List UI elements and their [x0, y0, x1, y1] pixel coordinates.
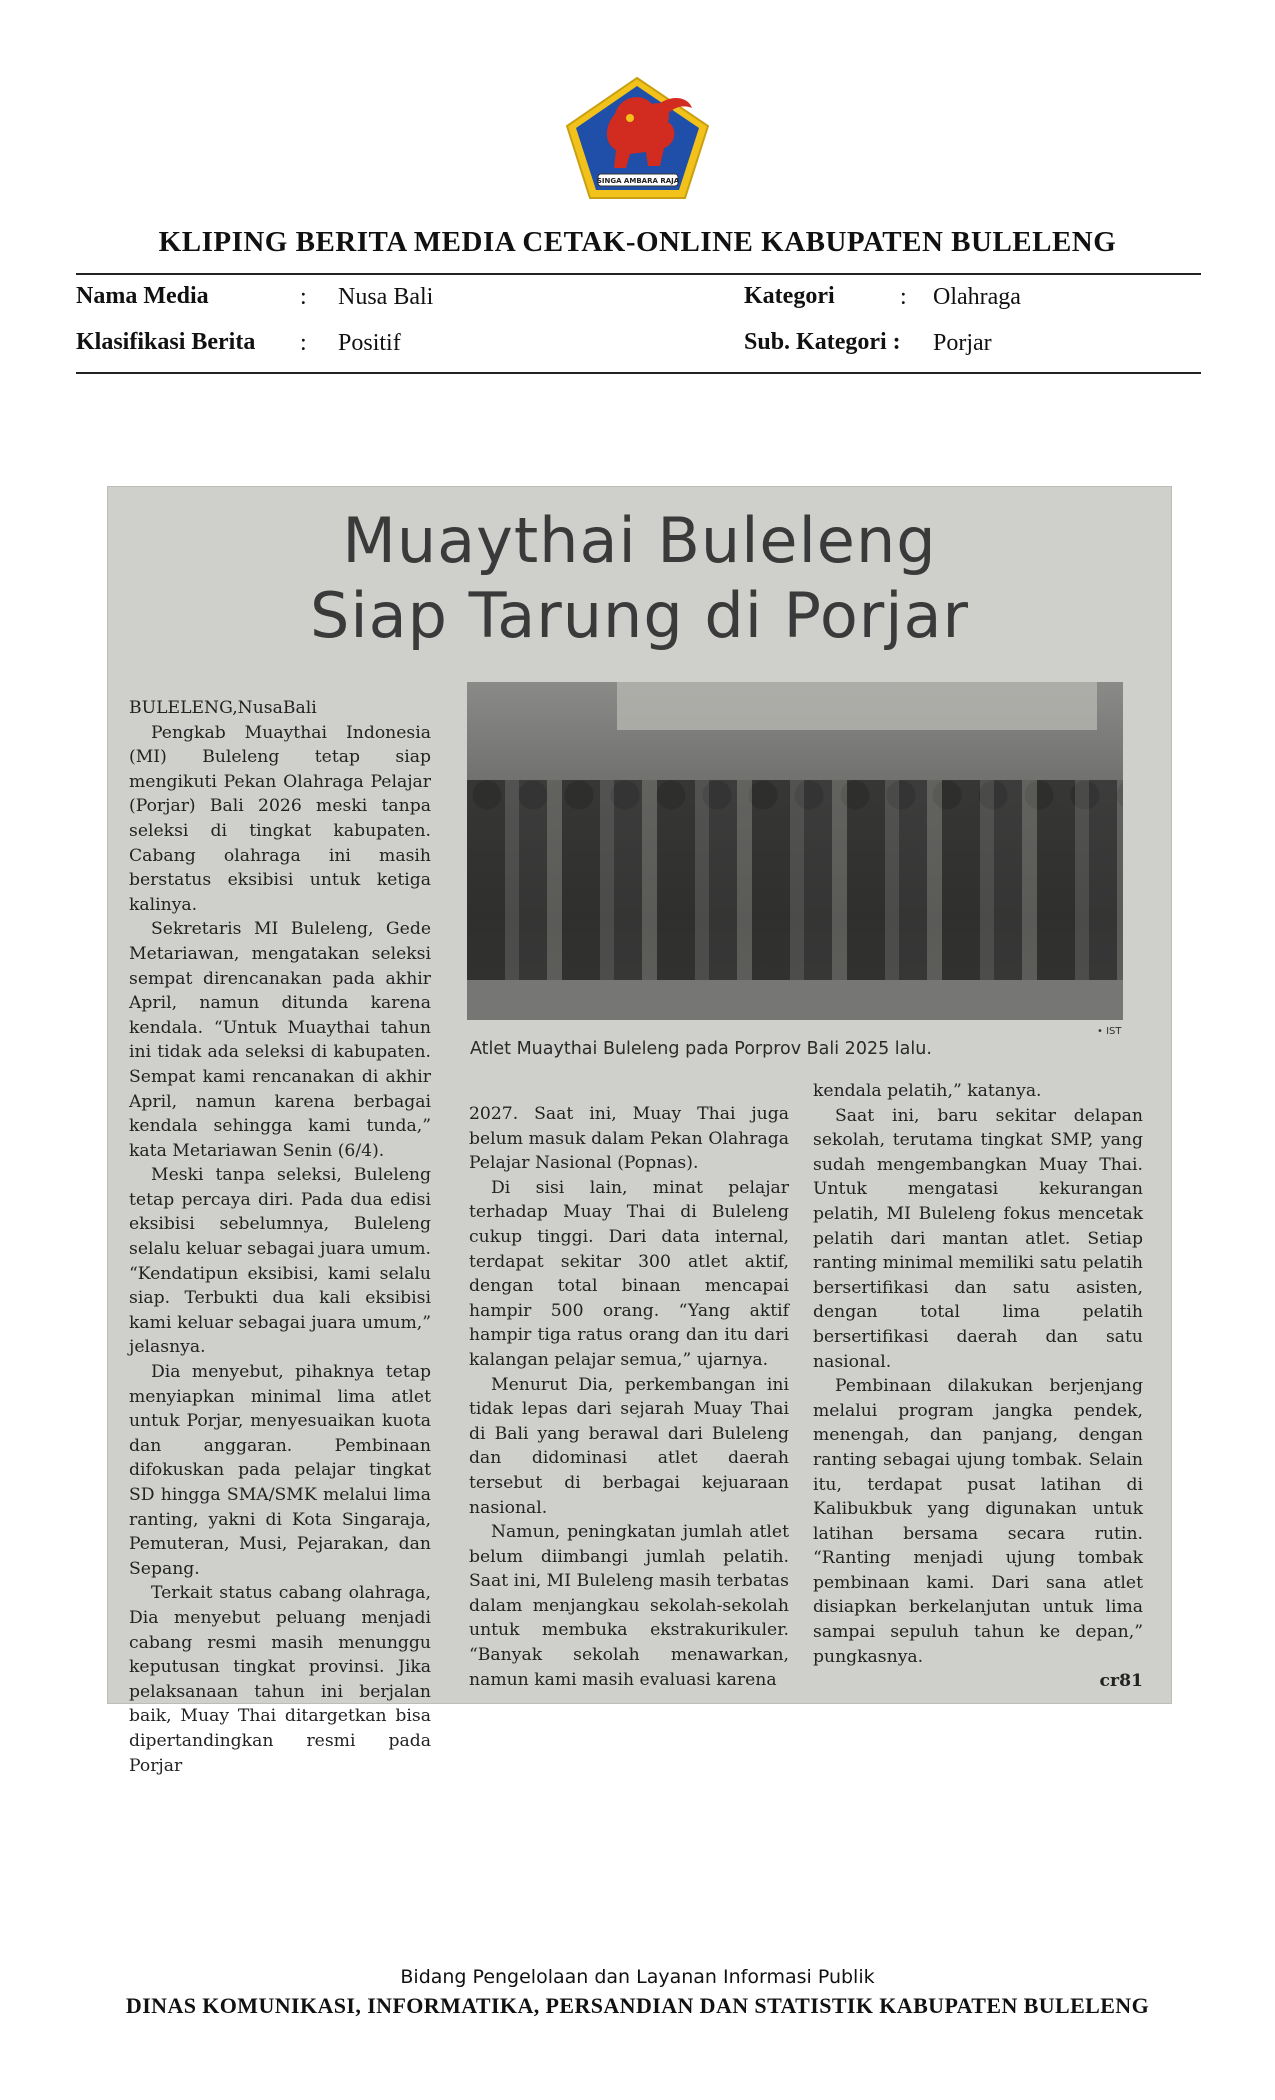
paragraph: Namun, peningkatan jumlah atlet belum diimbangi jumlah pelatih. Saat ini, MI Buleleng masih terbatas dalam menjangkau sekolah-sekolah untuk membuka ekstrakurikuler. “Banyak sekolah menawarkan, namun kami masih evaluasi karena — [469, 1522, 789, 1690]
photo-floor — [467, 980, 1123, 1020]
colon: : — [300, 284, 307, 310]
nama-media-value: Nusa Bali — [338, 284, 434, 310]
kategori-label: Kategori — [744, 283, 835, 309]
headline-line-1: Muaythai Buleleng — [342, 504, 937, 577]
nama-media-label: Nama Media — [76, 283, 209, 309]
paragraph: Di sisi lain, minat pelajar terhadap Muay Thai di Buleleng cukup tinggi. Dari data internal, terdapat sekitar 300 atlet aktif, dengan total binaan mencapai hampir 500 orang. “Yang aktif hampir tiga ratus orang dan itu dari kalangan pelajar semua,” ujarnya. — [469, 1177, 789, 1370]
photo-caption: Atlet Muaythai Buleleng pada Porprov Bali 2025 lalu. — [470, 1039, 932, 1059]
crest-motto: SINGA AMBARA RAJA — [596, 177, 680, 185]
athletes-photo — [467, 682, 1123, 1020]
colon: : — [900, 284, 907, 310]
klasifikasi-label: Klasifikasi Berita — [76, 329, 256, 355]
paragraph: Sekretaris MI Buleleng, Gede Metariawan, mengatakan seleksi sempat direncanakan pada akhir April, namun ditunda karena kendala. “Untuk Muaythai tahun ini tidak ada seleksi di kabupaten. Sempat kami rencanakan di akhir April, namun karena berbagai kendala sehingga kami tunda,” kata Metariawan Senin (6/4). — [129, 919, 431, 1161]
article-column-3 — [813, 1079, 1143, 1694]
kategori-value: Olahraga — [933, 284, 1021, 310]
footer-division: Bidang Pengelolaan dan Layanan Informasi Publik — [400, 1966, 875, 1988]
newspaper-clipping — [107, 486, 1172, 1776]
photo-banner — [617, 682, 1097, 730]
footer-agency: DINAS KOMUNIKASI, INFORMATIKA, PERSANDIAN DAN STATISTIK KABUPATEN BULELENG — [125, 1993, 1150, 2018]
paragraph: 2027. Saat ini, Muay Thai juga belum masuk dalam Pekan Olahraga Pelajar Nasional (Popnas). — [469, 1104, 789, 1174]
klasifikasi-value: Positif — [338, 330, 401, 356]
paragraph: Terkait status cabang olahraga, Dia menyebut peluang menjadi cabang resmi masih menunggu keputusan tingkat provinsi. Jika pelaksanaan tahun ini berjalan baik, Muay Thai ditargetkan bisa dipertandingkan resmi pada Porjar — [129, 1583, 431, 1776]
paragraph: Pengkab Muaythai Indonesia (MI) Buleleng tetap siap mengikuti Pekan Olahraga Pelajar (Porjar) Bali 2026 meski tanpa seleksi di tingkat kabupaten. Cabang olahraga ini masih berstatus eksibisi untuk ketiga kalinya. — [129, 722, 431, 915]
article-column-2 — [469, 1102, 789, 1692]
paragraph: Dia menyebut, pihaknya tetap menyiapkan minimal lima atlet untuk Porjar, menyesuaikan kuota dan anggaran. Pembinaan difokuskan pada pelajar tingkat SD hingga SMA/SMK melalui lima ranting, yakni di Kota Singaraja, Pemuteran, Musi, Pejarakan, dan Sepang. — [129, 1362, 431, 1579]
sub-kategori-label: Sub. Kategori : — [744, 329, 901, 355]
paragraph: Menurut Dia, perkembangan ini tidak lepas dari sejarah Muay Thai di Bali yang berawal dari Buleleng dan didominasi atlet daerah tersebut di berbagai kejuaraan nasional. — [469, 1374, 789, 1518]
paragraph: kendala pelatih,” katanya. — [813, 1081, 1042, 1101]
article-column-1 — [129, 696, 431, 1778]
paragraph: Pembinaan dilakukan berjenjang melalui program jangka pendek, menengah, dan panjang, dengan ranting sebagai ujung tombak. Selain itu, terdapat pusat latihan di Kalibukbuk yang digunakan untuk latihan bersama secara rutin. “Ranting menjadi ujung tombak pembinaan kami. Dari sana atlet disiapkan berkelanjutan untuk lima sampai sepuluh tahun ke depan,” pungkasnya. — [813, 1376, 1143, 1667]
author-signature: cr81 — [1099, 1671, 1143, 1692]
buleleng-crest-icon — [560, 74, 715, 202]
sub-kategori-value: Porjar — [933, 330, 992, 356]
colon: : — [300, 330, 307, 356]
headline-line-2: Siap Tarung di Porjar — [310, 579, 969, 652]
header-divider-top — [76, 273, 1201, 275]
page-title: KLIPING BERITA MEDIA CETAK-ONLINE KABUPATEN BULELENG — [158, 226, 1117, 258]
paragraph: Saat ini, baru sekitar delapan sekolah, terutama tingkat SMP, yang sudah mengembangkan Muay Thai. Untuk mengatasi kekurangan pelatih, MI Buleleng fokus mencetak pelatih dari mantan atlet. Setiap ranting minimal memiliki satu pelatih bersertifikasi dan satu asisten, dengan total lima pelatih bersertifikasi daerah dan satu nasional. — [813, 1105, 1143, 1372]
dateline: BULELENG,NusaBali — [129, 698, 317, 718]
photo-credit: • IST — [1097, 1026, 1122, 1037]
paragraph: Meski tanpa seleksi, Buleleng tetap percaya diri. Pada dua edisi eksibisi sebelumnya, Buleleng selalu keluar sebagai juara umum. “Kendatipun eksibisi, kami selalu siap. Terbukti dua kali eksibisi kami keluar sebagai juara umum,” jelasnya. — [129, 1165, 431, 1358]
header-divider-bottom — [76, 372, 1201, 374]
